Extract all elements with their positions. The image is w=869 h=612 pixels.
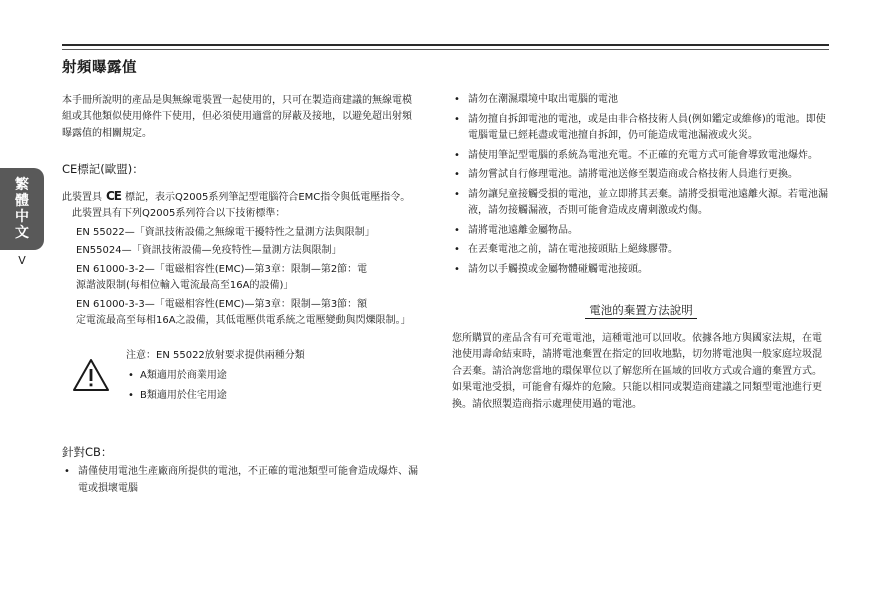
section-title: 射頻曝露值 <box>62 60 137 76</box>
standard-item <box>76 297 420 330</box>
ce-statement-text: 此裝置具 <box>62 191 102 203</box>
header-rule <box>62 44 829 46</box>
standard-text: EN55024—「資訊技術設備—免疫特性—量測方法與限制」 <box>76 245 342 256</box>
warning-icon <box>72 358 110 392</box>
language-tab-char: 體 <box>15 193 29 209</box>
page-number: V <box>18 254 26 267</box>
battery-disposal-heading <box>452 302 830 319</box>
battery-warning-list <box>452 92 830 278</box>
standard-text-continued: 定電流最高至每相16A之設備，其低電壓供電系統之電壓變動與閃爍限制。」 <box>76 315 411 326</box>
standard-item <box>76 225 420 242</box>
right-column <box>452 92 830 413</box>
intro-paragraph: 本手冊所說明的產品是與無線電裝置一起使用的，只可在製造商建議的無線電模組或其他類似使用條件下使用，但必須使用適當的屏蔽及接地，以避免超出射頻曝露值的相關規定。 <box>62 94 412 139</box>
battery-warning-item: • 在丟棄電池之前，請在電池接頭貼上絕緣膠帶。 <box>452 242 830 259</box>
language-tab <box>0 168 44 250</box>
language-tab-char: 文 <box>15 225 29 241</box>
cb-bullet: • 請僅使用電池生產廠商所提供的電池，不正確的電池類型可能會造成爆炸、漏電或損壞電腦 <box>62 464 420 497</box>
battery-warning-item: • 請將電池遠離金屬物品。 <box>452 223 830 240</box>
battery-warning-item: • 請勿讓兒童接觸受損的電池，並立即將其丟棄。請將受損電池遠離火源。若電池漏液，請勿接觸漏液，否則可能會造成皮膚刺激或灼傷。 <box>452 187 830 220</box>
note-bullet-list <box>126 368 420 404</box>
standard-item <box>76 243 420 260</box>
standard-text: EN 61000-3-2—「電磁相容性(EMC)—第3章：限制—第2節：電 <box>76 263 368 275</box>
standard-text-continued: 源諧波限制(每相位輸入電流最高至16A的設備)」 <box>76 280 294 291</box>
standard-item <box>76 262 420 295</box>
battery-warning-item: • 請勿在潮濕環境中取出電腦的電池 <box>452 92 830 109</box>
note-text: 注意：EN 55022放射要求提供兩種分類 <box>126 349 305 361</box>
language-tab-char: 中 <box>15 209 29 225</box>
battery-warning-item: • 請勿擅自拆卸電池的電池，或是由非合格技術人員(例如鑑定或維修)的電池。即使電腦電量已經耗盡或電池擅自拆卸，仍可能造成電池漏液或火災。 <box>452 112 830 145</box>
ce-mark-icon: CE <box>106 188 122 203</box>
cb-bullet-list <box>62 464 420 497</box>
note-bullet: • B類適用於住宅用途 <box>126 388 420 405</box>
language-tab-char: 繁 <box>15 177 29 193</box>
battery-disposal-heading-text: 電池的棄置方法說明 <box>585 303 697 319</box>
ce-statement-text: 標記，表示Q2005系列筆記型電腦符合EMC指令與低電壓指令。此裝置具有下列Q2005系列符合以下技術標準： <box>72 191 411 219</box>
note-bullet: • A類適用於商業用途 <box>126 368 420 385</box>
battery-warning-item: • 請勿以手觸摸或金屬物體碰觸電池接頭。 <box>452 262 830 279</box>
left-column <box>62 60 420 500</box>
standard-text: EN 61000-3-3—「電磁相容性(EMC)—第3章：限制—第3節：額 <box>76 298 368 310</box>
header-rule-secondary <box>62 49 829 50</box>
ce-statement <box>62 188 420 223</box>
note-box <box>72 348 420 418</box>
battery-warning-item: • 請勿嘗試自行修理電池。請將電池送修至製造商或合格技術人員進行更換。 <box>452 167 830 184</box>
standard-text: EN 55022—「資訊技術設備之無線電干擾特性之量測方法與限制」 <box>76 226 375 238</box>
standards-list <box>62 225 420 330</box>
cb-heading: 針對CB： <box>62 444 113 459</box>
ce-heading: CE標記(歐盟)： <box>62 162 144 176</box>
battery-warning-item: • 請使用筆記型電腦的系統為電池充電。不正確的充電方式可能會導致電池爆炸。 <box>452 148 830 165</box>
battery-disposal-paragraph: 您所購買的產品含有可充電電池，這種電池可以回收。依據各地方與國家法規，在電池使用壽命結束時，請將電池棄置在指定的回收地點，切勿將電池與一般家庭垃圾混合丟棄。請洽詢您當地的環保單位以了解您所在區域的回收方式或合適的棄置方式。如果電池受損，可能會有爆炸的危險。只能以相同或製造商建議之同類型電池進行更換。請依照製造商指示處理使用過的電池。 <box>452 332 822 410</box>
